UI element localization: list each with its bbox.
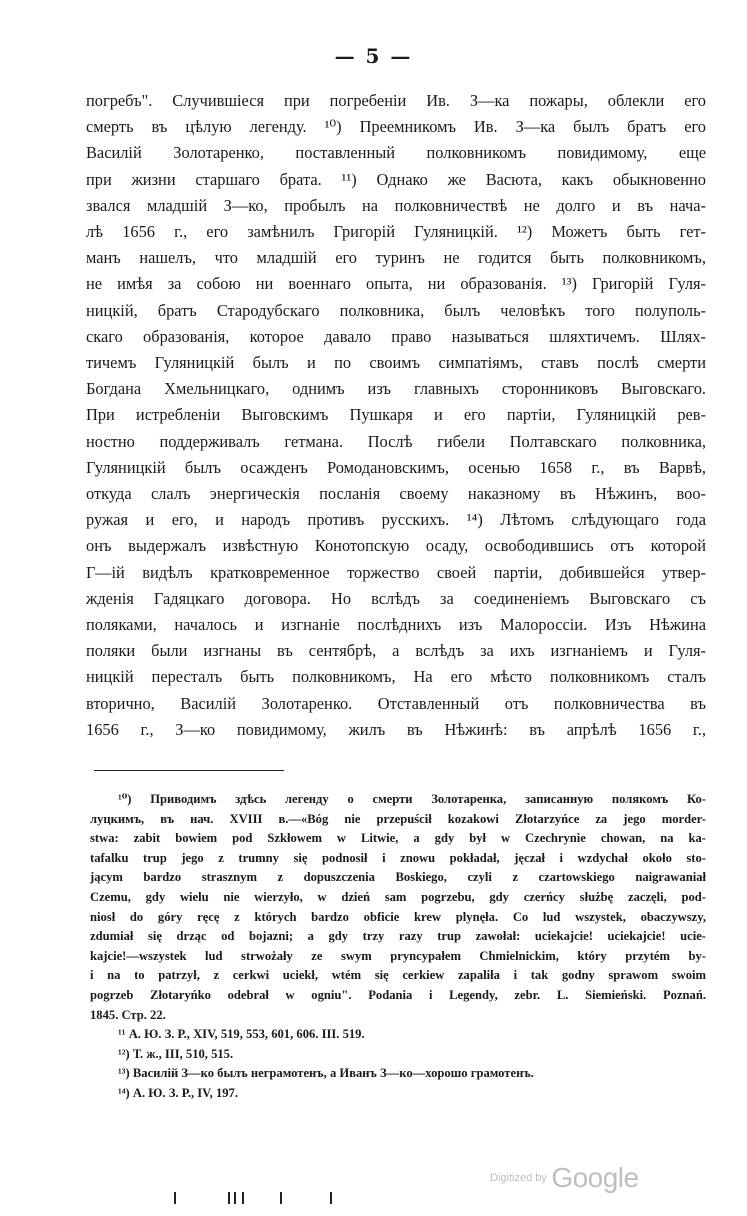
footnote-line: ¹⁰) Приводимъ здѣсь легенду о смерти Золотаренка, записанную полякомъ Ко- <box>118 792 706 806</box>
scan-mark <box>234 1192 236 1204</box>
scan-mark <box>174 1192 176 1204</box>
scan-mark <box>242 1192 244 1204</box>
scan-mark <box>228 1192 230 1204</box>
text-line: тичемъ Гуляницкій былъ и по своимъ симпатіямъ, ставъ послѣ смерти <box>86 353 706 373</box>
footnote-line: 1845. Стр. 22. <box>90 1007 166 1022</box>
text-line: звался младшій З—ко, пробылъ на полковничествѣ не долго и въ нача- <box>86 195 706 215</box>
scan-mark <box>280 1192 282 1204</box>
text-line: ностно поддерживалъ гетмана. Послѣ гибели Полтавскаго полковника, <box>86 431 706 451</box>
footnote-divider <box>94 770 284 771</box>
text-line: ницкій, братъ Стародубскаго полковника, былъ человѣкъ того полуполь- <box>86 300 706 320</box>
text-line: Гуляницкій былъ осажденъ Ромодановскимъ, осенью 1658 г., въ Варвѣ, <box>86 457 706 477</box>
text-line: 1656 г., З—ко повидимому, жилъ въ Нѣжинѣ: въ апрѣлѣ 1656 г., <box>86 719 706 739</box>
watermark-prefix: Digitized by <box>490 1172 547 1184</box>
text-line: манъ нашелъ, что младшій его туринъ не годится быть полковникомъ, <box>86 248 706 268</box>
footnote-line: ¹³) Василій З—ко былъ неграмотенъ, а Иванъ З—ко—хорошо грамотенъ. <box>118 1066 534 1081</box>
text-line: поляки были изгнаны въ сентябрѣ, а вслѣдъ за ихъ изгнаніемъ и Гуля- <box>86 641 706 661</box>
footnote-line: zdumiał się drząc od bojazni; a gdy trzy razy trup zawołał: uciekajcie! uciekajcie! ucie- <box>90 929 706 944</box>
text-line: ницкій пересталъ быть полковникомъ, На его мѣсто полковникомъ сталъ <box>86 667 706 687</box>
footnote-line: niosł do góry ręcę z których bardzo obficie krew plynęła. Co lud wszystek, obaczywszy, <box>90 909 706 924</box>
text-line: При истребленіи Выговскимъ Пушкаря и его партіи, Гуляницкій рев- <box>86 405 706 425</box>
footnote-line: Czemu, gdy wielu nie wierzyło, w dzień sam pogrzebu, gdy czerńcy służbę zaczęli, pod- <box>90 889 706 904</box>
footnote-line: pogrzeb Złotaryńko odebrał w ogniu". Podania i Legendy, zebr. L. Siemieński. Poznań. <box>90 987 706 1002</box>
text-line: скаго образованія, которое давало право называться шляхтичемъ. Шлях- <box>86 326 706 346</box>
footnote-line: jącym bardzo strasznym z dopuszczenia Boskiego, czyli z czartowskiego naigrawaniał <box>90 870 706 885</box>
text-line: Богдана Хмельницкаго, однимъ изъ главныхъ сторонниковъ Выговскаго. <box>86 379 706 399</box>
scan-mark <box>330 1192 332 1204</box>
footnote-line: kajcie!—wszystek lud strwożały ze swym pryncypałem Chmielnickim, który przytém by- <box>90 948 706 963</box>
google-logo: Google <box>551 1162 639 1193</box>
footnotes <box>90 790 706 1104</box>
main-text <box>86 88 706 743</box>
text-line: Василій Золотаренко, поставленный полковникомъ повидимому, еще <box>86 143 706 163</box>
footnote-line: ¹¹ А. Ю. З. Р., XIV, 519, 553, 601, 606. III. 519. <box>118 1027 365 1042</box>
text-line: не имѣя за собою ни военнаго опыта, ни образованія. ¹³) Григорій Гуля- <box>86 274 706 294</box>
text-line: Г—ій видѣлъ кратковременное торжество своей партіи, добившейся утвер- <box>86 562 706 582</box>
text-line: откуда слалъ энергическія посланія своему наказному въ Нѣжинъ, воо- <box>86 484 706 504</box>
text-line: жденія Гадяцкаго договора. Но вслѣдъ за соединеніемъ Выговскаго съ <box>86 588 706 608</box>
text-line: онъ выдержалъ извѣстную Конотопскую осаду, освободившись отъ которой <box>86 536 706 556</box>
footnote-line: ¹²) Т. ж., III, 510, 515. <box>118 1046 234 1061</box>
footnote-line: i na to patrzył, z cerkwi uciekł, wtém się cerkiew zapaliła i tak godny sprawom swoim <box>90 968 706 983</box>
text-line: поляками, началось и изгнаніе послѣднихъ изъ Малороссіи. Изъ Нѣжина <box>86 615 706 635</box>
text-line: вторично, Василій Золотаренко. Отставленный отъ полковничества въ <box>86 693 706 713</box>
text-line: лѣ 1656 г., его замѣнилъ Григорій Гуляницкій. ¹²) Можетъ быть гет- <box>86 222 706 242</box>
page-number: — 5 — <box>334 44 413 68</box>
footnote-line: луцкимъ, въ нач. XVIII в.—«Bóg nie przepuścił kozakowi Złotarzyńce za jego morder- <box>90 811 706 826</box>
text-line: смерть въ цѣлую легенду. ¹⁰) Преемникомъ Ив. З—ка былъ братъ его <box>86 117 706 137</box>
footnote-line: stwa: zabit bowiem pod Szkłowem w Litwie, a gdy był w Czechrynie chowan, na ka- <box>90 831 706 846</box>
footnote-line: ¹⁴) А. Ю. З. Р., IV, 197. <box>118 1085 238 1100</box>
text-line: погребъ". Случившіеся при погребеніи Ив. З—ка пожары, облекли его <box>86 91 706 110</box>
text-line: при жизни старшаго брата. ¹¹) Однако же Васюта, какъ обыкновенно <box>86 169 706 189</box>
google-watermark <box>490 1162 639 1194</box>
text-line: ружая и его, и народъ противъ русскихъ. ¹⁴) Лѣтомъ слѣдующаго года <box>86 510 706 530</box>
footnote-line: tafalku trup jego z trumny się podnosił i znowu pokładał, jęczał i wzdychał około sto- <box>90 850 706 865</box>
